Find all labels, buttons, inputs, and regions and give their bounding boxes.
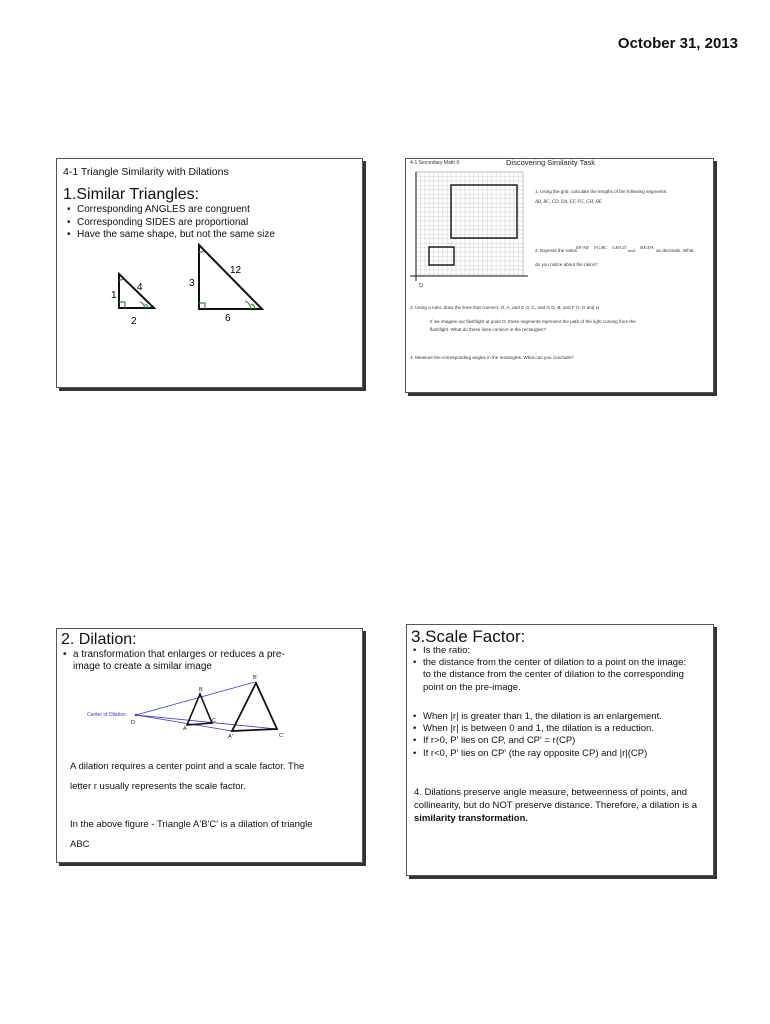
list-item: • If r<0, P' lies on CP' (the ray opposite CP) and |r|(CP) — [411, 748, 706, 760]
dilation-para-3: In the above figure - Triangle A'B'C' is a dilation of triangle — [70, 819, 313, 830]
triangles-figure — [57, 159, 362, 387]
label-c: C — [212, 718, 216, 724]
label-a: A — [183, 726, 187, 732]
list-item: • Have the same shape, but not the same size — [65, 229, 275, 242]
slide-heading: 1.Similar Triangles: — [63, 186, 200, 203]
question-3-note-1: If we imagine our flashlight at point O, these segments represent the path of the light coming from the — [430, 319, 636, 324]
question-2-line2: do you notice about the ratios? — [535, 262, 598, 267]
side-label-hyp: 12 — [230, 265, 242, 276]
date-header: October 31, 2013 — [617, 35, 738, 52]
slide-similarity-task — [405, 158, 714, 393]
small-triangle — [111, 274, 154, 327]
worksheet-title: Discovering Similarity Task — [506, 158, 596, 167]
label-a-prime: A' — [228, 734, 233, 740]
bullet-list — [411, 645, 696, 694]
side-label-left: 3 — [189, 278, 195, 289]
side-label-bottom: 2 — [131, 316, 137, 327]
slide-heading: 3.Scale Factor: — [411, 627, 526, 646]
list-item: • Is the ratio: — [411, 645, 696, 657]
list-item: • the distance from the center of dilation to a point on the image: to the distance from the center of dilation to the corresponding point on the pre-image. — [411, 657, 696, 694]
list-item: • Corresponding ANGLES are congruent — [65, 204, 275, 217]
large-triangle — [189, 245, 262, 324]
task-worksheet — [406, 159, 713, 392]
label-b-prime: B' — [253, 675, 258, 681]
label-d: D — [131, 720, 135, 726]
worksheet-header-left: 4-1 Secondary Math II — [410, 160, 460, 166]
ratio-4: HE/DA — [640, 245, 654, 250]
side-label-left: 1 — [111, 290, 117, 301]
question-3: 3. Using a ruler, draw the lines that connect: O, A, and E O, C, and G O, B, and F O, D and H — [410, 305, 599, 310]
question-1-segments: AB, BC, CD, DA, EF, FG, GH, HE — [535, 200, 602, 205]
question-3-note-2: flashlight. What do these lines connect in the rectangles? — [430, 327, 546, 332]
side-label-bottom: 6 — [225, 313, 231, 324]
large-rectangle — [451, 185, 517, 238]
preservation-paragraph — [414, 786, 706, 825]
dilation-para-1: A dilation requires a center point and a scale factor. The — [70, 761, 305, 772]
side-label-hyp: 4 — [137, 282, 143, 293]
question-2-prefix: 2. Express the ratios — [535, 248, 577, 253]
preservation-text: 4. Dilations preserve angle measure, betweenness of points, and collinearity, but do NOT preserve distance. Therefore, a dilation is a — [414, 787, 698, 811]
coordinate-grid — [410, 172, 528, 289]
origin-label: O — [419, 283, 423, 289]
list-item: • Corresponding SIDES are proportional — [65, 217, 275, 230]
center-of-dilation-label: Center of Dilation — [87, 712, 126, 718]
slide-scale-factor — [406, 624, 714, 876]
list-item: • If r>0, P' lies on CP, and CP' = r(CP) — [411, 735, 706, 747]
triangle-abc-prime — [232, 683, 277, 731]
question-4: 4. Measure the corresponding angles in the rectangles. What can you conclude? — [410, 355, 574, 360]
ratio-3: GH/CD — [612, 245, 627, 250]
list-item: • a transformation that enlarges or reduces a pre-image to create a similar image — [61, 649, 301, 673]
list-item: • When |r| is greater than 1, the dilation is an enlargement. — [411, 711, 706, 723]
label-c-prime: C' — [279, 733, 285, 739]
slide-similar-triangles — [56, 158, 363, 388]
dilation-para-2: letter r usually represents the scale factor. — [70, 781, 246, 792]
label-b: B — [199, 687, 203, 693]
slide-title: 4-1 Triangle Similarity with Dilations — [63, 166, 229, 178]
ratio-2: FG/BC — [594, 245, 608, 250]
dilation-para-4: ABC — [70, 839, 90, 850]
slide-dilation — [56, 628, 363, 863]
bullet-list — [411, 711, 706, 760]
slide-heading: 2. Dilation: — [61, 631, 137, 648]
similarity-transformation-term: similarity transformation. — [414, 813, 529, 824]
question-1: 1. Using the grid, calculate the lengths of the following segments: — [535, 189, 668, 194]
angle-mark — [245, 301, 251, 309]
ratio-1: EF/AB — [576, 245, 589, 250]
center-point — [135, 714, 137, 716]
list-item: • When |r| is between 0 and 1, the dilation is a reduction. — [411, 723, 706, 735]
question-2-suffix: as decimals. What — [656, 248, 694, 253]
small-rectangle — [429, 247, 454, 265]
ratio-and: and — [628, 248, 635, 253]
